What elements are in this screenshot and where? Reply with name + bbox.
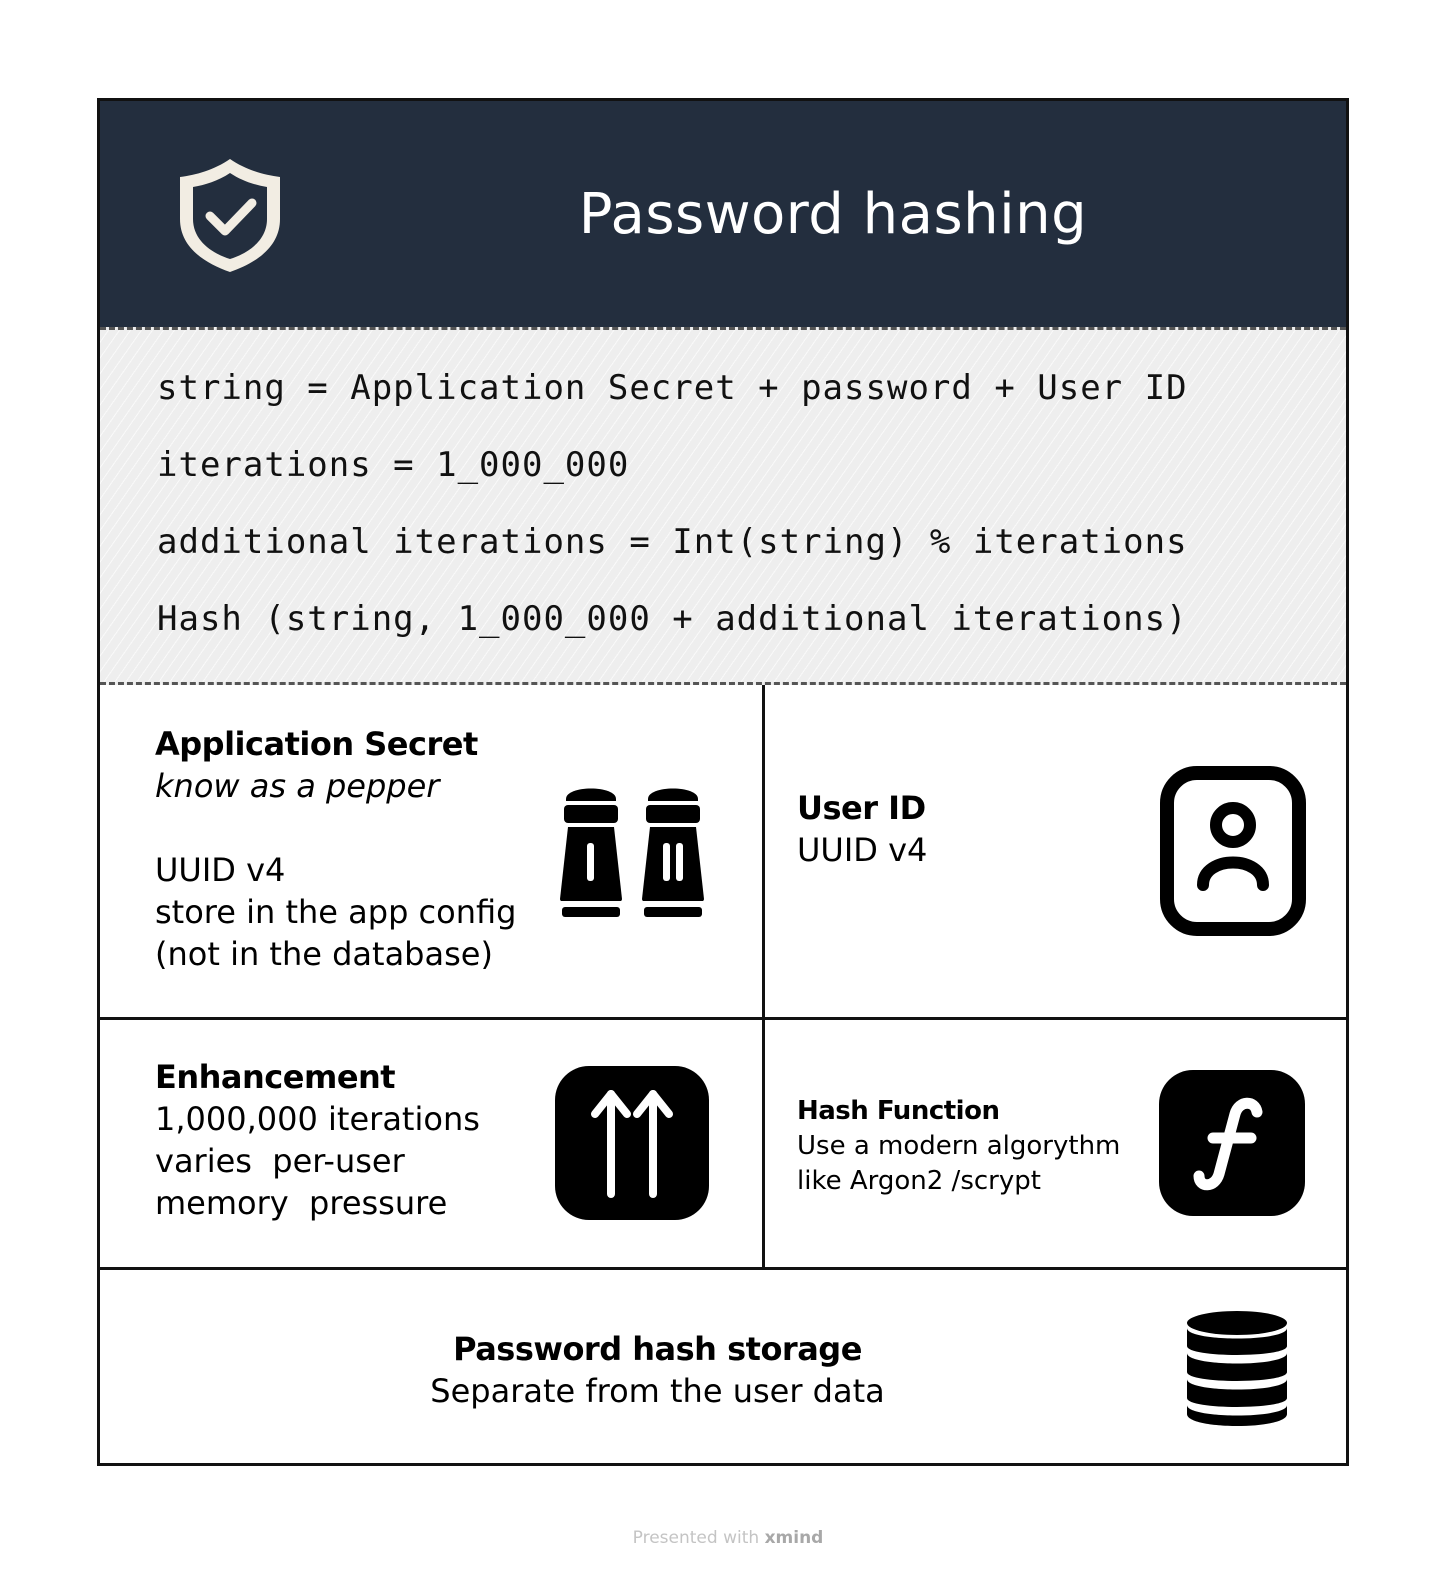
diagram-card [97,98,1349,1466]
footer-prefix: Presented with [632,1528,760,1548]
cell-line: varies per-user [155,1142,405,1180]
shield-check-icon [174,153,286,277]
storage-cell [100,1270,1346,1466]
formula-line: iterations = 1_000_000 [157,445,630,485]
cell-line: Use a modern algorythm [797,1131,1121,1161]
application-secret-cell [100,685,762,1017]
function-icon [1159,1070,1305,1216]
cell-line: (not in the database) [155,935,493,973]
double-arrow-up-icon [555,1066,709,1220]
formula-block [100,327,1346,685]
cell-title: Password hash storage [453,1330,862,1368]
cell-line: UUID v4 [155,851,286,889]
enhancement-cell [100,1020,762,1267]
formula-line: string = Application Secret + password + User ID [157,368,1188,408]
cell-subtitle: know as a pepper [155,767,440,805]
database-icon [1186,1310,1288,1428]
user-id-cell [765,685,1349,1017]
header [100,101,1346,327]
formula-line: additional iterations = Int(string) % iterations [157,522,1188,562]
cell-title: User ID [797,789,926,827]
cell-title: Hash Function [797,1096,1000,1126]
cell-title: Enhancement [155,1058,396,1096]
salt-pepper-shakers-icon [558,781,710,921]
cell-line: memory pressure [155,1184,448,1222]
hash-function-cell [765,1020,1349,1267]
formula-line: Hash (string, 1_000_000 + additional iterations) [157,599,1188,639]
footer-credit [0,1528,1456,1548]
page-title: Password hashing [578,181,1088,247]
footer-brand: xmind [764,1528,824,1548]
user-badge-icon [1159,765,1307,937]
cell-line: UUID v4 [797,831,928,869]
cell-subtitle: Separate from the user data [430,1372,885,1410]
cell-line: 1,000,000 iterations [155,1100,480,1138]
cell-line: store in the app config [155,893,517,931]
cell-line: like Argon2 /scrypt [797,1166,1041,1196]
cell-title: Application Secret [155,725,478,763]
